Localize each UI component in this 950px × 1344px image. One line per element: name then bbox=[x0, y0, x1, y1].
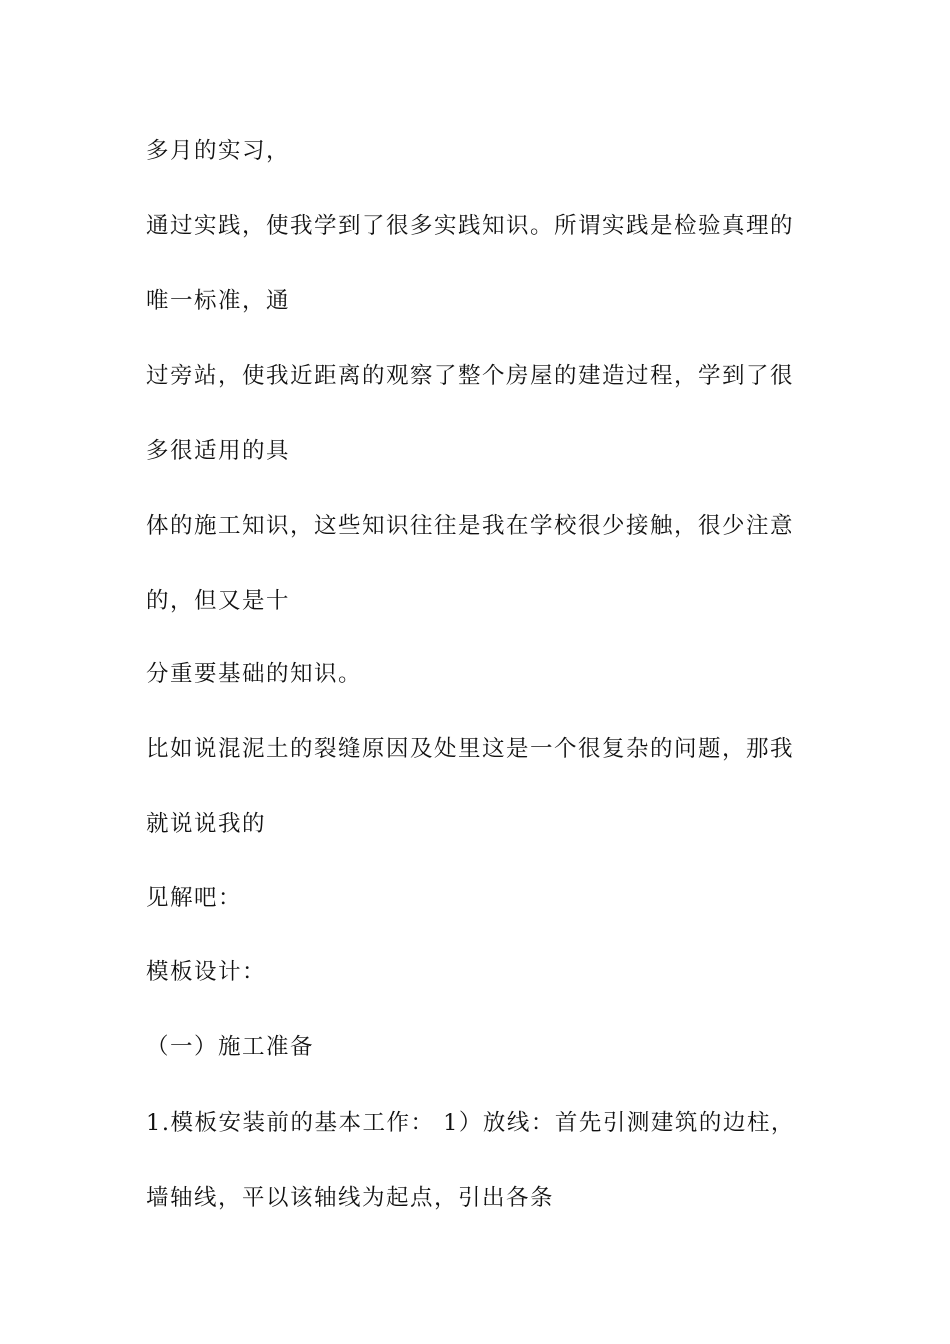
text-line: 体的施工知识，这些知识往往是我在学校很少接触，很少注意 bbox=[146, 513, 795, 539]
text-line: 1.模板安装前的基本工作： 1）放线：首先引测建筑的边柱， bbox=[146, 1110, 795, 1136]
text-line: 多很适用的具 bbox=[146, 438, 291, 464]
text-line: 多月的实习， bbox=[146, 138, 291, 164]
text-line: 唯一标准，通 bbox=[146, 288, 291, 314]
text-line: 比如说混泥土的裂缝原因及处里这是一个很复杂的问题，那我 bbox=[146, 736, 795, 762]
text-line: 过旁站，使我近距离的观察了整个房屋的建造过程，学到了很 bbox=[146, 363, 795, 389]
text-line: 通过实践，使我学到了很多实践知识。所谓实践是检验真理的 bbox=[146, 213, 795, 239]
text-line: 模板设计： bbox=[146, 959, 267, 985]
text-line: 就说说我的 bbox=[146, 811, 267, 837]
section-heading: （一）施工准备 bbox=[146, 1034, 315, 1060]
text-line: 分重要基础的知识。 bbox=[146, 661, 363, 687]
text-line: 墙轴线，平以该轴线为起点，引出各条 bbox=[146, 1185, 555, 1211]
text-line: 见解吧： bbox=[146, 885, 243, 911]
text-line: 的，但又是十 bbox=[146, 588, 291, 614]
